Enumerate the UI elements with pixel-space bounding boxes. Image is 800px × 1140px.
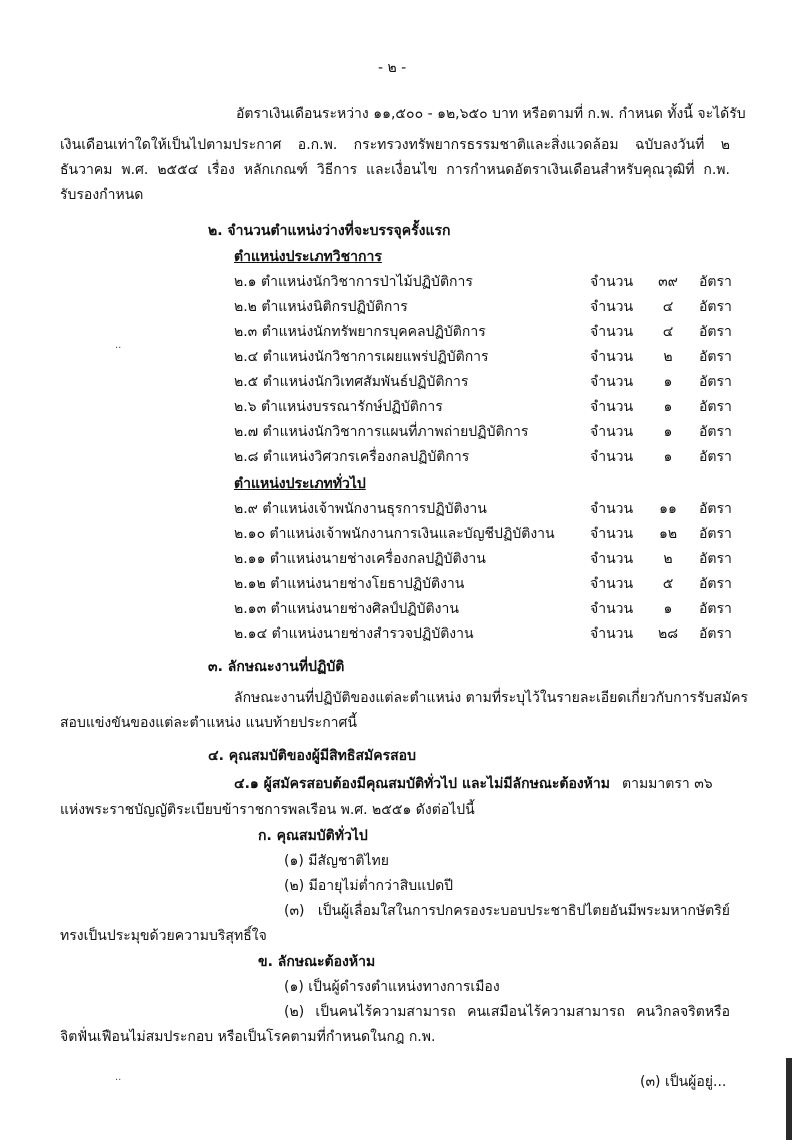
prohibited-item-2-line-2: จิตฟั่นเฟือนไม่สมประกอบ หรือเป็นโรคตามที่กำหนดในกฎ ก.พ. xyxy=(60,1029,436,1045)
section-4-1-line-2: แห่งพระราชบัญญัติระเบียบข้าราชการพลเรือน พ.ศ. ๒๕๕๑ ดังต่อไปนี้ xyxy=(60,802,475,818)
group-general-title: ตำแหน่งประเภททั่วไป xyxy=(234,476,366,492)
count-label: จำนวน xyxy=(590,349,634,365)
count-value: ๒๘ xyxy=(657,626,679,642)
count-unit: อัตรา xyxy=(699,274,732,290)
stray-mark: .. xyxy=(115,1072,122,1083)
count-label: จำนวน xyxy=(590,551,634,567)
section-4-heading: ๔. คุณสมบัติของผู้มีสิทธิสมัครสอบ xyxy=(208,748,416,764)
count-value: ๒ xyxy=(663,349,673,365)
section-3-heading: ๓. ลักษณะงานที่ปฏิบัติ xyxy=(208,659,345,675)
intro-line-3: ธันวาคม พ.ศ. ๒๕๕๔ เรื่อง หลักเกณฑ์ วิธีการ และเงื่อนไข การกำหนดอัตราเงินเดือนสำหรับคุณวุฒิที่ ก.พ. xyxy=(60,162,730,178)
count-value: ๑ xyxy=(663,374,673,390)
count-value: ๔ xyxy=(662,299,674,315)
position-2-14: ๒.๑๔ ตำแหน่งนายช่างสำรวจปฏิบัติงาน xyxy=(234,626,474,642)
position-2-1: ๒.๑ ตำแหน่งนักวิชาการป่าไม้ปฏิบัติการ xyxy=(234,274,473,290)
count-label: จำนวน xyxy=(590,501,634,517)
page-number: - ๒ - xyxy=(378,60,407,76)
count-label: จำนวน xyxy=(590,626,634,642)
count-label: จำนวน xyxy=(590,526,634,542)
count-unit: อัตรา xyxy=(699,399,732,415)
position-2-2: ๒.๒ ตำแหน่งนิติกรปฏิบัติการ xyxy=(234,299,408,315)
qualification-item-1: (๑) มีสัญชาติไทย xyxy=(284,853,389,869)
position-2-11: ๒.๑๑ ตำแหน่งนายช่างเครื่องกลปฏิบัติงาน xyxy=(234,551,486,567)
count-label: จำนวน xyxy=(590,299,634,315)
position-2-4: ๒.๔ ตำแหน่งนักวิชาการเผยแพร่ปฏิบัติการ xyxy=(234,349,489,365)
count-value: ๔ xyxy=(662,324,674,340)
qualification-item-3-line-2: ทรงเป็นประมุขด้วยความบริสุทธิ์ใจ xyxy=(60,928,267,944)
section-3-line-1: ลักษณะงานที่ปฏิบัติของแต่ละตำแหน่ง ตามที่ระบุไว้ในรายละเอียดเกี่ยวกับการรับสมัคร xyxy=(234,690,749,706)
count-label: จำนวน xyxy=(590,449,634,465)
count-label: จำนวน xyxy=(590,424,634,440)
continuation-text: (๓) เป็นผู้อยู่... xyxy=(640,1074,727,1090)
prohibited-item-1: (๑) เป็นผู้ดำรงตำแหน่งทางการเมือง xyxy=(284,979,500,995)
count-value: ๑๑ xyxy=(659,501,677,517)
position-2-12: ๒.๑๒ ตำแหน่งนายช่างโยธาปฏิบัติงาน xyxy=(234,576,465,592)
count-unit: อัตรา xyxy=(699,501,732,517)
section-2-heading: ๒. จำนวนตำแหน่งว่างที่จะบรรจุครั้งแรก xyxy=(208,223,451,239)
count-unit: อัตรา xyxy=(699,526,732,542)
count-unit: อัตรา xyxy=(699,424,732,440)
qualification-item-2: (๒) มีอายุไม่ต่ำกว่าสิบแปดปี xyxy=(284,878,454,894)
count-label: จำนวน xyxy=(590,576,634,592)
section-3-line-2: สอบแข่งขันของแต่ละตำแหน่ง แนบท้ายประกาศนี้ xyxy=(60,715,357,731)
count-value: ๒ xyxy=(663,551,673,567)
count-value: ๑ xyxy=(663,399,673,415)
position-2-9: ๒.๙ ตำแหน่งเจ้าพนักงานธุรการปฏิบัติงาน xyxy=(234,501,487,517)
scan-edge-shadow xyxy=(786,1058,792,1140)
count-unit: อัตรา xyxy=(699,349,732,365)
count-unit: อัตรา xyxy=(699,626,732,642)
count-value: ๓๙ xyxy=(658,274,678,290)
count-value: ๑ xyxy=(663,601,673,617)
count-value: ๑๒ xyxy=(658,526,678,542)
count-label: จำนวน xyxy=(590,601,634,617)
count-unit: อัตรา xyxy=(699,299,732,315)
position-2-8: ๒.๘ ตำแหน่งวิศวกรเครื่องกลปฏิบัติการ xyxy=(234,449,470,465)
count-label: จำนวน xyxy=(590,399,634,415)
section-4-1-law-ref: ตามมาตรา ๓๖ xyxy=(622,776,713,792)
position-2-6: ๒.๖ ตำแหน่งบรรณารักษ์ปฏิบัติการ xyxy=(234,399,443,415)
position-2-10: ๒.๑๐ ตำแหน่งเจ้าพนักงานการเงินและบัญชีปฏิบัติงาน xyxy=(234,526,555,542)
prohibited-characteristics-title: ข. ลักษณะต้องห้าม xyxy=(258,954,376,970)
general-qualifications-title: ก. คุณสมบัติทั่วไป xyxy=(258,828,368,844)
group-academic-title: ตำแหน่งประเภทวิชาการ xyxy=(234,249,382,265)
count-value: ๑ xyxy=(663,424,673,440)
count-unit: อัตรา xyxy=(699,449,732,465)
intro-line-2: เงินเดือนเท่าใดให้เป็นไปตามประกาศ อ.ก.พ. กระทรวงทรัพยากรธรรมชาติและสิ่งแวดล้อม ฉบับลงวันที่ ๒ xyxy=(60,137,730,153)
count-label: จำนวน xyxy=(590,374,634,390)
count-unit: อัตรา xyxy=(699,576,732,592)
section-4-1-title: ๔.๑ ผู้สมัครสอบต้องมีคุณสมบัติทั่วไป และไม่มีลักษณะต้องห้าม xyxy=(234,776,611,792)
qualification-item-3: (๓) เป็นผู้เลื่อมใสในการปกครองระบอบประชาธิปไตยอันมีพระมหากษัตริย์ xyxy=(284,903,730,919)
count-unit: อัตรา xyxy=(699,551,732,567)
count-label: จำนวน xyxy=(590,324,634,340)
count-unit: อัตรา xyxy=(699,324,732,340)
count-value: ๑ xyxy=(663,449,673,465)
prohibited-item-2: (๒) เป็นคนไร้ความสามารถ คนเสมือนไร้ความสามารถ คนวิกลจริตหรือ xyxy=(284,1004,730,1020)
position-2-3: ๒.๓ ตำแหน่งนักทรัพยากรบุคคลปฏิบัติการ xyxy=(234,324,486,340)
count-unit: อัตรา xyxy=(699,601,732,617)
count-label: จำนวน xyxy=(590,274,634,290)
position-2-5: ๒.๕ ตำแหน่งนักวิเทศสัมพันธ์ปฏิบัติการ xyxy=(234,374,469,390)
count-value: ๕ xyxy=(662,576,674,592)
count-unit: อัตรา xyxy=(699,374,732,390)
intro-line-4: รับรองกำหนด xyxy=(60,187,144,203)
intro-line-1: อัตราเงินเดือนระหว่าง ๑๑,๕๐๐ - ๑๒,๖๕๐ บาท หรือตามที่ ก.พ. กำหนด ทั้งนี้ จะได้รับ xyxy=(236,106,746,122)
position-2-13: ๒.๑๓ ตำแหน่งนายช่างศิลป์ปฏิบัติงาน xyxy=(234,601,459,617)
position-2-7: ๒.๗ ตำแหน่งนักวิชาการแผนที่ภาพถ่ายปฏิบัติการ xyxy=(234,424,529,440)
stray-mark: .. xyxy=(115,340,122,351)
